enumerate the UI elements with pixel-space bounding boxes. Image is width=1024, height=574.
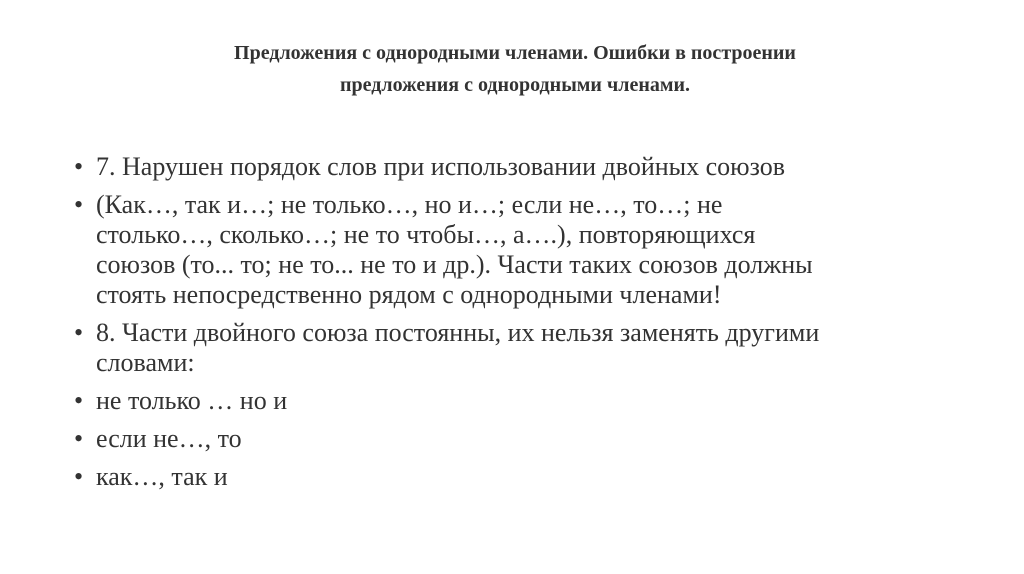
- bullet-icon: •: [74, 462, 84, 491]
- list-item-text: [96, 462, 954, 492]
- bullet-icon: •: [74, 190, 84, 219]
- text-line: столько…, сколько…; не то чтобы…, а….), повторяющихся: [96, 220, 756, 249]
- list-item: [74, 462, 954, 492]
- text-line: (Как…, так и…; не только…, но и…; если не…, то…; не: [96, 190, 723, 219]
- bullet-icon: •: [74, 386, 84, 415]
- title-line-1: Предложения с однородными членами. Ошибки в построении: [234, 42, 796, 64]
- list-item: [74, 190, 954, 310]
- text-line: стоять непосредственно рядом с однородными членами!: [96, 280, 722, 309]
- bullet-icon: •: [74, 152, 84, 181]
- list-item: [74, 386, 954, 416]
- text-line: не только … но и: [96, 386, 288, 415]
- text-line: союзов (то... то; не то... не то и др.). Части таких союзов должны: [96, 250, 813, 279]
- text-line: 7. Нарушен порядок слов при использовании двойных союзов: [96, 152, 785, 181]
- slide-title: [100, 37, 930, 101]
- list-item-text: [96, 386, 954, 416]
- text-line: 8. Части двойного союза постоянны, их нельзя заменять другими: [96, 318, 820, 347]
- list-item: [74, 424, 954, 454]
- list-item-text: [96, 318, 954, 378]
- title-line-2: предложения с однородными членами.: [339, 74, 691, 96]
- text-line: словами:: [96, 348, 195, 377]
- bullet-list: [74, 152, 954, 500]
- list-item-text: [96, 424, 954, 454]
- list-item-text: [96, 152, 954, 182]
- list-item: [74, 152, 954, 182]
- list-item-text: [96, 190, 954, 310]
- text-line: как…, так и: [96, 462, 228, 491]
- list-item: [74, 318, 954, 378]
- text-line: если не…, то: [96, 424, 242, 453]
- bullet-icon: •: [74, 318, 84, 347]
- bullet-icon: •: [74, 424, 84, 453]
